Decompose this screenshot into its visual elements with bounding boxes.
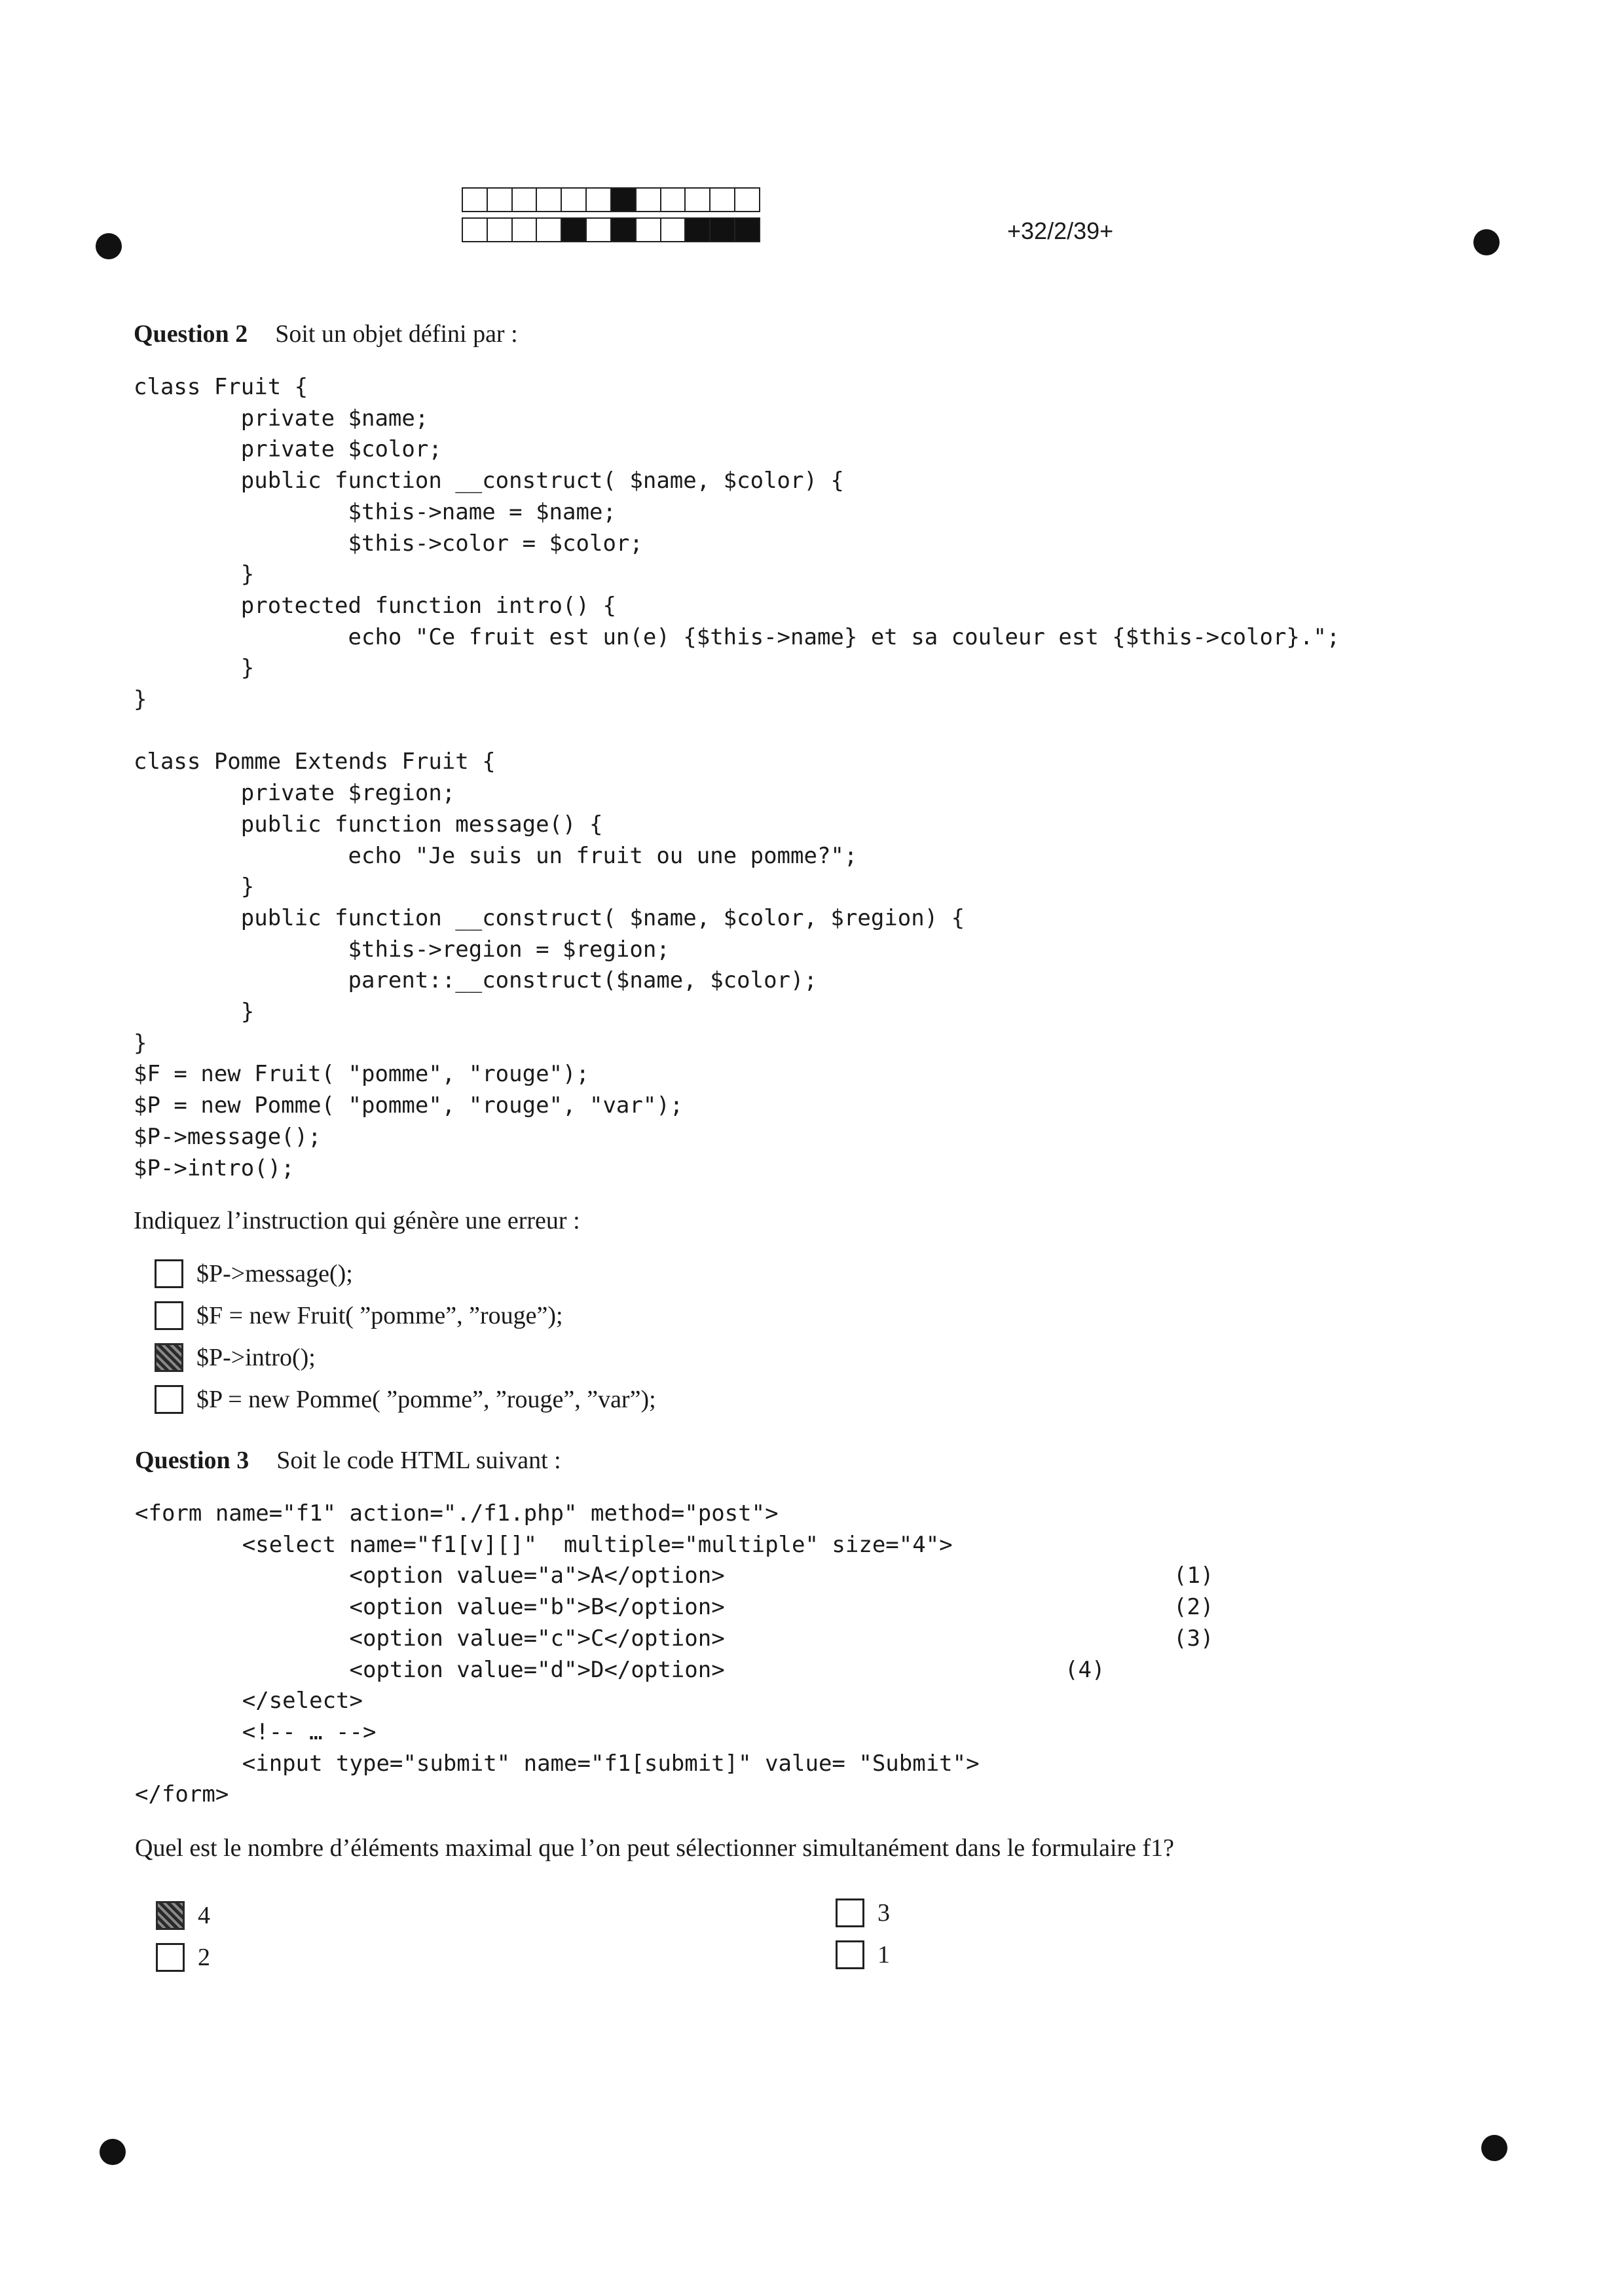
q2-choice-3[interactable] [155, 1341, 316, 1374]
registration-mark-bottom-right [1481, 2135, 1507, 2161]
grid-cell-filled [612, 219, 637, 241]
page-code: +32/2/39+ [1007, 217, 1114, 244]
grid-cell-empty [587, 189, 612, 211]
grid-cell-empty [686, 189, 710, 211]
choice-label: $P->intro(); [196, 1344, 316, 1371]
question-2-prompt: Indiquez l’instruction qui génère une erreur : [134, 1207, 580, 1234]
q3-choice-4[interactable] [156, 1899, 210, 1932]
registration-mark-top-left [96, 233, 122, 259]
line-number-1: (1) [1173, 1563, 1214, 1589]
q2-choice-4[interactable] [155, 1383, 656, 1416]
q3-choice-3[interactable] [836, 1897, 890, 1929]
grid-cell-empty [513, 219, 538, 241]
question-3-text: Soit le code HTML suivant : [276, 1447, 561, 1474]
grid-cell-filled [710, 219, 735, 241]
question-3-prompt: Quel est le nombre d’éléments maximal que l’on peut sélectionner simultanément dans le formulaire f1? [135, 1834, 1175, 1862]
question-2-text: Soit un objet défini par : [275, 320, 518, 348]
choice-label: 2 [198, 1944, 210, 1971]
choice-label: $F = new Fruit( ”pomme”, ”rouge”); [196, 1302, 563, 1329]
q2-choice-2[interactable] [155, 1299, 563, 1332]
grid-cell-empty [562, 189, 587, 211]
grid-cell-empty [513, 189, 538, 211]
choice-label: 3 [877, 1899, 890, 1927]
question-2-label: Question 2 [134, 320, 248, 348]
line-number-4: (4) [1065, 1657, 1105, 1683]
checkbox-checked[interactable] [156, 1901, 185, 1930]
line-number-3: (3) [1173, 1625, 1214, 1652]
choice-label: 1 [877, 1941, 890, 1969]
grid-cell-empty [661, 219, 686, 241]
choice-label: 4 [198, 1902, 210, 1929]
checkbox[interactable] [155, 1385, 183, 1414]
id-grid-bottom [462, 217, 760, 242]
q3-choice-2[interactable] [156, 1941, 210, 1974]
line-number-2: (2) [1173, 1594, 1214, 1620]
grid-cell-empty [463, 189, 488, 211]
id-grid-top [462, 187, 760, 212]
grid-cell-empty [661, 189, 686, 211]
question-3-label: Question 3 [135, 1447, 249, 1474]
grid-cell-empty [637, 189, 661, 211]
grid-cell-filled [735, 219, 759, 241]
checkbox[interactable] [836, 1898, 864, 1927]
question-2-heading [134, 320, 518, 348]
grid-cell-empty [710, 189, 735, 211]
grid-cell-filled [562, 219, 587, 241]
grid-cell-empty [637, 219, 661, 241]
checkbox-checked[interactable] [155, 1343, 183, 1372]
grid-cell-empty [735, 189, 759, 211]
checkbox[interactable] [836, 1940, 864, 1969]
grid-cell-empty [587, 219, 612, 241]
checkbox[interactable] [156, 1943, 185, 1972]
choice-label: $P->message(); [196, 1260, 353, 1287]
grid-cell-empty [488, 219, 513, 241]
choice-label: $P = new Pomme( ”pomme”, ”rouge”, ”var”); [196, 1386, 656, 1413]
question-3-heading [135, 1446, 561, 1475]
q2-choice-1[interactable] [155, 1257, 353, 1290]
q3-choice-1[interactable] [836, 1938, 890, 1971]
checkbox[interactable] [155, 1301, 183, 1330]
grid-cell-empty [463, 219, 488, 241]
registration-mark-top-right [1473, 229, 1500, 255]
registration-mark-bottom-left [100, 2139, 126, 2165]
grid-cell-empty [537, 189, 562, 211]
question-2-code: class Fruit { private $name; private $color; public function __construct( $name, $color) { $this->name = $name; $this->color = $color; } protected function intro() { echo "Ce fruit est un(e) {$this->name} et sa couleur est {$this->color}."; } } class Pomme Extends Fruit { private $region; public function message() { echo "Je suis un fruit ou une pomme?"; } public function __construct( $name, $color, $region) { $this->region = $region; parent::__construct($name, $color); } } $F = new Fruit( "pomme", "rouge"); $P = new Pomme( "pomme", "rouge", "var"); $P->message(); $P->intro(); [134, 374, 1340, 1181]
question-3-code: <form name="f1" action="./f1.php" method="post"> <select name="f1[v][]" multiple="multiple" size="4"> <option value="a">A</option> <option value="b">B</option> <option value="c">C</option> <option value="d">D</option> </select> <!-- … --> <input type="submit" name="f1[submit]" value= "Submit"> </form> [135, 1500, 980, 1808]
grid-cell-filled [612, 189, 637, 211]
checkbox[interactable] [155, 1259, 183, 1288]
grid-cell-filled [686, 219, 710, 241]
grid-cell-empty [537, 219, 562, 241]
grid-cell-empty [488, 189, 513, 211]
